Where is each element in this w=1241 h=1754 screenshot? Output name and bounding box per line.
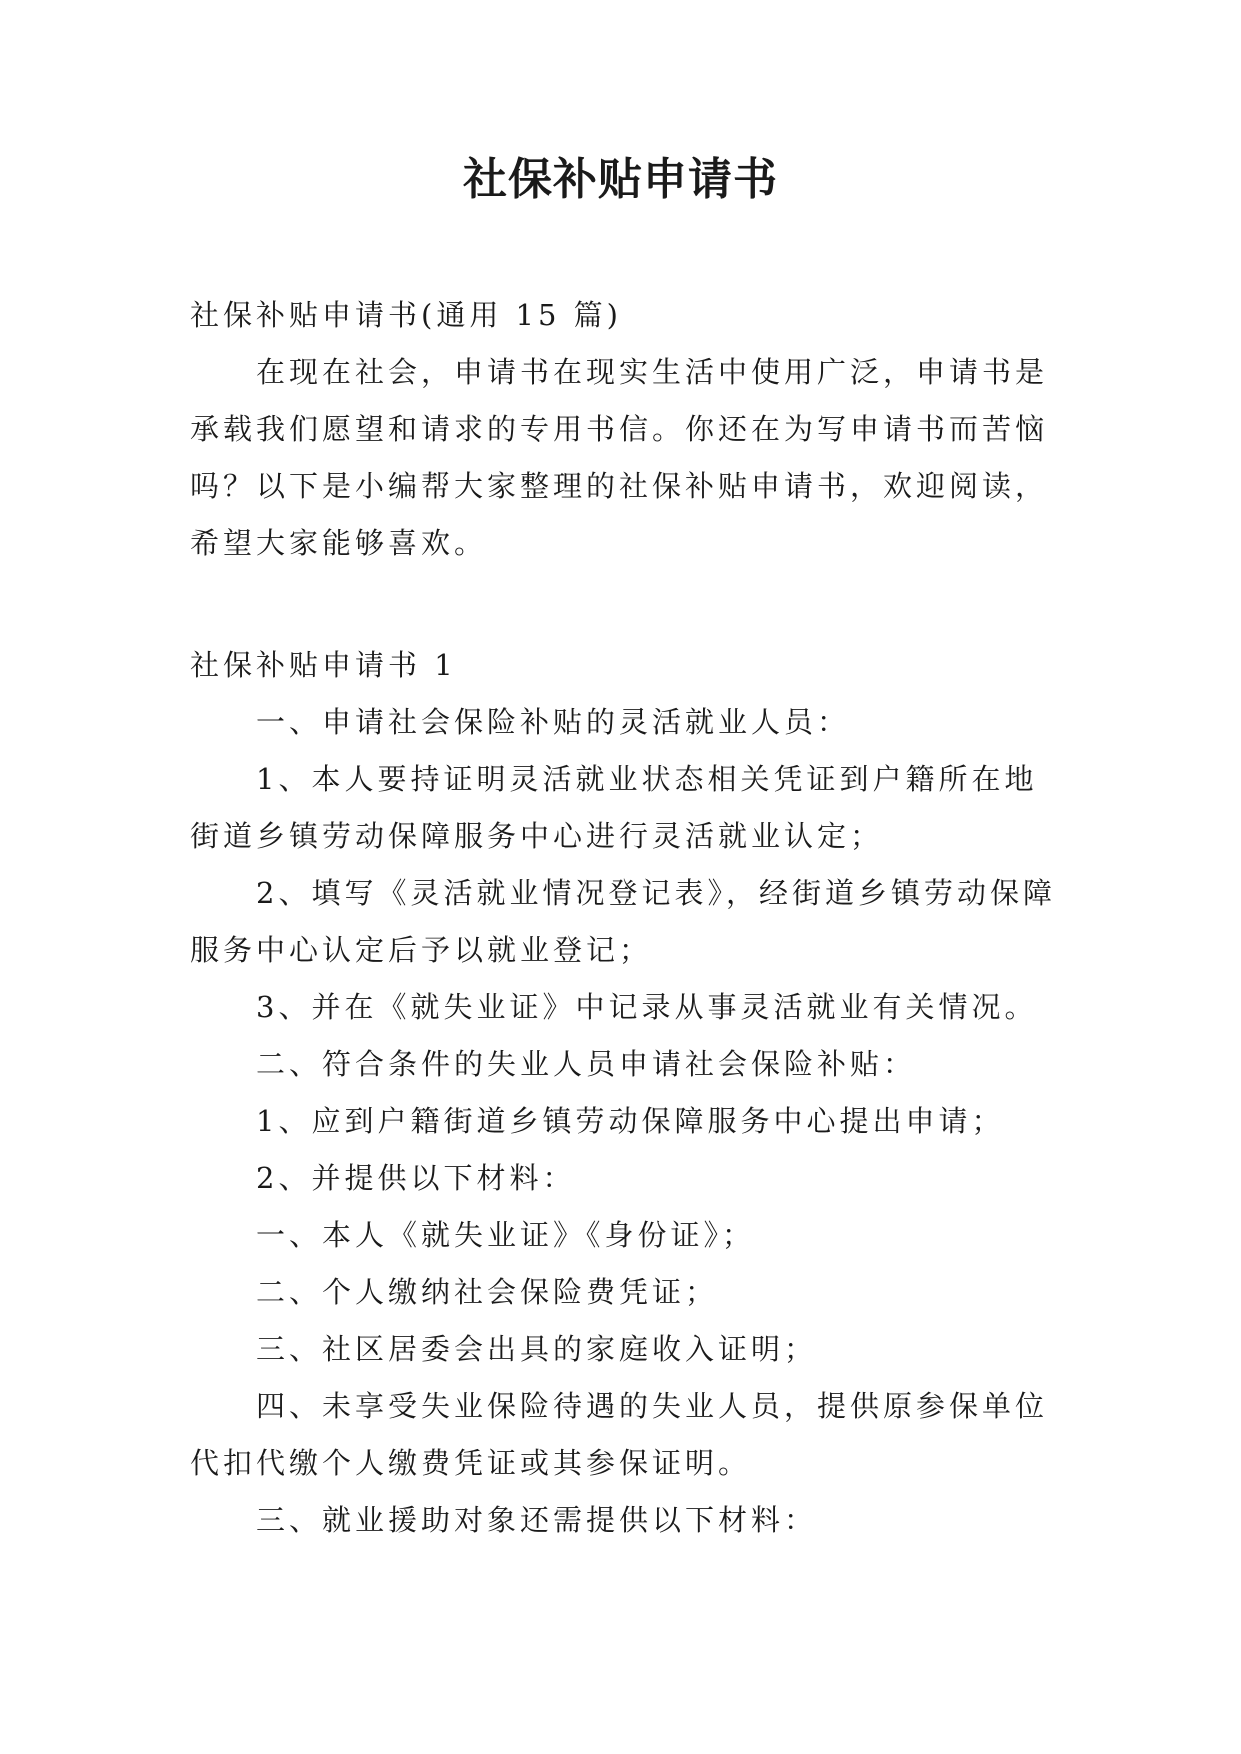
- intro-line: 希望大家能够喜欢。: [190, 526, 488, 560]
- body-line: 街道乡镇劳动保障服务中心进行灵活就业认定；: [190, 819, 884, 853]
- body-line: 2、填写《灵活就业情况登记表》，经街道乡镇劳动保障: [256, 876, 1056, 910]
- body-line: 服务中心认定后予以就业登记；: [190, 933, 653, 967]
- body-line: 1、应到户籍街道乡镇劳动保障服务中心提出申请；: [256, 1104, 1005, 1138]
- body-line: 二、个人缴纳社会保险费凭证；: [256, 1275, 719, 1309]
- body-line: 三、就业援助对象还需提供以下材料：: [256, 1503, 818, 1537]
- intro-line: 承载我们愿望和请求的专用书信。你还在为写申请书而苦恼: [190, 412, 1049, 446]
- body-line: 一、申请社会保险补贴的灵活就业人员：: [256, 705, 851, 739]
- body-line: 代扣代缴个人缴费凭证或其参保证明。: [190, 1446, 752, 1480]
- body-line: 二、符合条件的失业人员申请社会保险补贴：: [256, 1047, 917, 1081]
- body-line: 3、并在《就失业证》中记录从事灵活就业有关情况。: [256, 990, 1038, 1024]
- document-subtitle: 社保补贴申请书(通用 15 篇): [190, 298, 622, 332]
- body-line: 三、社区居委会出具的家庭收入证明；: [256, 1332, 818, 1366]
- intro-line: 吗？以下是小编帮大家整理的社保补贴申请书，欢迎阅读，: [190, 469, 1049, 503]
- body-line: 2、并提供以下材料：: [256, 1161, 576, 1195]
- document-title: 社保补贴申请书: [463, 154, 778, 205]
- body-line: 四、未享受失业保险待遇的失业人员，提供原参保单位: [256, 1389, 1049, 1423]
- intro-line: 在现在社会，申请书在现实生活中使用广泛，申请书是: [256, 355, 1049, 389]
- section-heading: 社保补贴申请书 1: [190, 648, 457, 682]
- body-line: 1、本人要持证明灵活就业状态相关凭证到户籍所在地: [256, 762, 1038, 796]
- body-line: 一、本人《就失业证》《身份证》；: [256, 1218, 756, 1252]
